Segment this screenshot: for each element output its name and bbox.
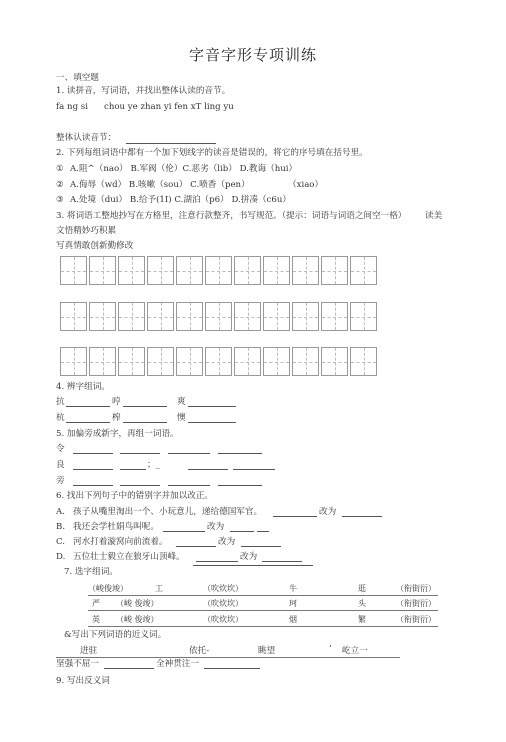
grid-cell[interactable] bbox=[292, 347, 319, 376]
q8-row-rule bbox=[56, 657, 400, 658]
q7-r1-c5: 逛 bbox=[358, 584, 366, 593]
q5-blank[interactable] bbox=[233, 469, 275, 470]
grid-cell[interactable] bbox=[321, 302, 348, 331]
grid-cell[interactable] bbox=[147, 302, 174, 331]
q6-item-d: 五位壮士毅立在狼牙山顶峰。 bbox=[73, 552, 185, 562]
grid-cell[interactable] bbox=[147, 347, 174, 376]
grid-cell[interactable] bbox=[176, 347, 203, 376]
q7-r2-c1: 严 bbox=[92, 599, 100, 608]
q5-blank[interactable] bbox=[120, 453, 160, 454]
q5-blank[interactable] bbox=[168, 485, 210, 486]
grid-cell[interactable] bbox=[205, 302, 232, 331]
q6-item-c: 河水打着漩窝向前流着。 bbox=[73, 537, 168, 547]
grid-cell[interactable] bbox=[263, 302, 290, 331]
q2-num-2: ② bbox=[56, 180, 64, 190]
grid-cell[interactable] bbox=[60, 256, 87, 285]
q7-r2-c2: （峻 俊竣） bbox=[116, 599, 159, 608]
q5-char-2: 良 bbox=[56, 460, 65, 470]
writing-grid-row-3[interactable] bbox=[60, 347, 377, 376]
grid-cell[interactable] bbox=[234, 302, 261, 331]
q6-blank[interactable] bbox=[176, 546, 216, 547]
q5-blank[interactable] bbox=[218, 453, 262, 454]
q4-blank[interactable] bbox=[188, 406, 236, 407]
q6-blank[interactable] bbox=[196, 561, 238, 562]
q6-label-a: A. bbox=[56, 507, 65, 517]
q4-r2-c2: 榨 bbox=[112, 413, 121, 423]
q7-r2-c3: （吹炊坎） bbox=[203, 599, 243, 608]
q3-prompt-cont: 文悟精妙巧积累 bbox=[56, 226, 117, 236]
q8-word-1: 进驻 bbox=[80, 646, 98, 656]
q3-prompt-tail: 读美 bbox=[425, 211, 443, 221]
writing-grid-row-2[interactable] bbox=[60, 302, 377, 331]
q7-r3-c5: 繁 bbox=[358, 615, 366, 624]
q6-blank[interactable] bbox=[163, 531, 205, 532]
q5-prompt: 5. 加偏旁成新字，再组一词语。 bbox=[56, 429, 179, 439]
grid-cell[interactable] bbox=[118, 256, 145, 285]
q8-word-4: 屹立一 bbox=[342, 646, 368, 656]
q7-prompt: 7. 选字组词。 bbox=[64, 567, 118, 577]
q6-blank[interactable] bbox=[230, 531, 254, 532]
q7-row-rule bbox=[88, 595, 438, 596]
q8-word-2: 依托- bbox=[189, 646, 210, 656]
q5-blank[interactable] bbox=[120, 469, 146, 470]
grid-cell[interactable] bbox=[60, 302, 87, 331]
q7-r3-c2: （峻 俊竣） bbox=[116, 615, 159, 624]
q1-answer-label: 整体认读音节： bbox=[56, 133, 117, 143]
q7-r1-c1: （峻俊竣） bbox=[88, 584, 128, 593]
grid-cell[interactable] bbox=[263, 347, 290, 376]
q6-change-to: 改为 bbox=[207, 522, 225, 532]
q6-item-b: 我还会学杜娟鸟叫呢。 bbox=[73, 522, 159, 532]
q4-r1-c2: 哼 bbox=[112, 397, 121, 407]
q7-r1-c2: 工 bbox=[155, 584, 163, 593]
grid-cell[interactable] bbox=[60, 347, 87, 376]
q2-row-1: A.阻^（nao） B.军阀（伦）C.恶劣（lib） D.教诲（hui） bbox=[70, 164, 298, 174]
q6-label-b: B. bbox=[56, 522, 66, 532]
q7-r2-c6: （衔街衍） bbox=[396, 599, 436, 608]
q7-row-rule bbox=[88, 626, 438, 627]
q4-r1-c1: 抗 bbox=[56, 397, 65, 407]
q5-blank[interactable] bbox=[73, 469, 113, 470]
q5-colon-mark: ；_ bbox=[147, 460, 160, 470]
q6-prompt: 6. 找出下列句子中的错别字并加以改正。 bbox=[56, 491, 214, 501]
q2-row-2: A.侮辱（wd） B.咳嗽（sou） C.喷香（pen） bbox=[70, 180, 250, 190]
grid-cell[interactable] bbox=[176, 256, 203, 285]
q4-blank[interactable] bbox=[66, 422, 110, 423]
q4-blank[interactable] bbox=[188, 422, 236, 423]
q2-prompt: 2. 下列每组词语中都有一个加下划线字的读音是错误的，将它的序号填在括号里。 bbox=[56, 148, 368, 158]
q7-r1-c6: （衔街衍） bbox=[396, 584, 436, 593]
section-heading: 一、填空题 bbox=[56, 73, 99, 83]
grid-cell[interactable] bbox=[321, 347, 348, 376]
grid-cell[interactable] bbox=[263, 256, 290, 285]
grid-cell[interactable] bbox=[205, 256, 232, 285]
q5-char-3: 旁 bbox=[56, 476, 65, 486]
grid-cell[interactable] bbox=[350, 256, 377, 285]
grid-cell[interactable] bbox=[89, 256, 116, 285]
grid-cell[interactable] bbox=[89, 302, 116, 331]
q7-r2-c4: 珂 bbox=[289, 599, 297, 608]
q7-row-rule bbox=[88, 610, 438, 611]
underline-rule bbox=[193, 565, 313, 566]
q5-blank[interactable] bbox=[168, 453, 210, 454]
q5-blank[interactable] bbox=[73, 453, 113, 454]
q3-words: 写真情敢创新勤修改 bbox=[56, 241, 134, 251]
q5-char-1: 令 bbox=[56, 444, 65, 454]
q7-r3-c1: 英 bbox=[92, 615, 100, 624]
q4-prompt: 4. 辨字组词。 bbox=[56, 382, 110, 392]
q6-blank[interactable] bbox=[262, 561, 302, 562]
q2-row-3: A.处境（dui） B.给予(1I) C.湖泊（p6） D.拼凑（c6u） bbox=[70, 195, 291, 205]
q7-r1-c4: 牛 bbox=[289, 584, 297, 593]
grid-cell[interactable] bbox=[234, 256, 261, 285]
q7-r2-c5: 头 bbox=[358, 599, 366, 608]
grid-cell[interactable] bbox=[147, 256, 174, 285]
q1-pinyin-1: fa ng si bbox=[56, 102, 88, 112]
q1-prompt: 1. 读拼音，写词语，并找出整体认读的音节。 bbox=[56, 86, 231, 96]
q8-prompt: &写出下列词语的近义词。 bbox=[64, 630, 167, 640]
q1-pinyin-2: chou ye zhan yi fen xT ling yu bbox=[104, 102, 234, 112]
grid-cell[interactable] bbox=[292, 256, 319, 285]
q7-r3-c6: （衔街衍） bbox=[396, 615, 436, 624]
q6-label-c: C. bbox=[56, 537, 66, 547]
q6-blank[interactable] bbox=[257, 531, 269, 532]
q5-blank[interactable] bbox=[73, 485, 113, 486]
q6-blank[interactable] bbox=[342, 516, 382, 517]
q4-r2-c1: 杭 bbox=[56, 413, 65, 423]
grid-cell[interactable] bbox=[321, 256, 348, 285]
q4-r2-c3: 懊 bbox=[177, 413, 186, 423]
q6-blank[interactable] bbox=[241, 546, 281, 547]
grid-cell[interactable] bbox=[118, 302, 145, 331]
q6-change-to: 改为 bbox=[218, 537, 236, 547]
q4-r1-c3: 爽 bbox=[177, 397, 186, 407]
grid-cell[interactable] bbox=[89, 347, 116, 376]
q6-change-to: 改为 bbox=[240, 552, 258, 562]
grid-cell[interactable] bbox=[350, 302, 377, 331]
q8-blank[interactable] bbox=[204, 668, 260, 669]
q5-blank[interactable] bbox=[120, 485, 160, 486]
grid-cell[interactable] bbox=[292, 302, 319, 331]
grid-cell[interactable] bbox=[118, 347, 145, 376]
q8-line2-a: 坚强不屈一 bbox=[56, 659, 99, 669]
q5-blank[interactable] bbox=[218, 485, 262, 486]
writing-grid-row-1[interactable] bbox=[60, 256, 377, 285]
q9-prompt: 9. 写出反义词 bbox=[56, 676, 110, 686]
grid-cell[interactable] bbox=[350, 347, 377, 376]
grid-cell[interactable] bbox=[234, 347, 261, 376]
q8-mark: ’ bbox=[329, 644, 332, 654]
q2-num-3: ③ bbox=[56, 195, 64, 205]
q1-answer-blank[interactable] bbox=[126, 143, 216, 144]
q6-blank[interactable] bbox=[273, 516, 317, 517]
q6-item-a: 孩子从嘴里淘出一个、小玩意儿，递给德国军官。 bbox=[73, 507, 263, 517]
q7-r3-c3: （吹炊坎） bbox=[203, 615, 243, 624]
q2-row-2-extra: （xiao） bbox=[288, 180, 324, 190]
q8-line2-b: 全神贯注一 bbox=[156, 659, 199, 669]
page-title: 字音字形专项训练 bbox=[188, 46, 317, 64]
q4-blank[interactable] bbox=[123, 406, 167, 407]
q7-r1-c3: （吹炊坎） bbox=[203, 584, 243, 593]
q5-blank[interactable] bbox=[188, 469, 228, 470]
q8-word-3: 眺望 bbox=[258, 646, 276, 656]
q8-blank[interactable] bbox=[104, 668, 154, 669]
q4-blank[interactable] bbox=[66, 406, 110, 407]
q4-blank[interactable] bbox=[123, 422, 167, 423]
grid-cell[interactable] bbox=[176, 302, 203, 331]
q6-change-to: 改为 bbox=[319, 507, 337, 517]
q3-prompt: 3. 将词语工整地抄写在方格里，注意行款整齐，书写规范。（提示：词语与词语之间空一格） bbox=[56, 211, 407, 221]
grid-cell[interactable] bbox=[205, 347, 232, 376]
q6-label-d: D. bbox=[56, 552, 66, 562]
q2-num-1: ① bbox=[56, 164, 64, 174]
q7-r3-c4: 烟 bbox=[289, 615, 297, 624]
